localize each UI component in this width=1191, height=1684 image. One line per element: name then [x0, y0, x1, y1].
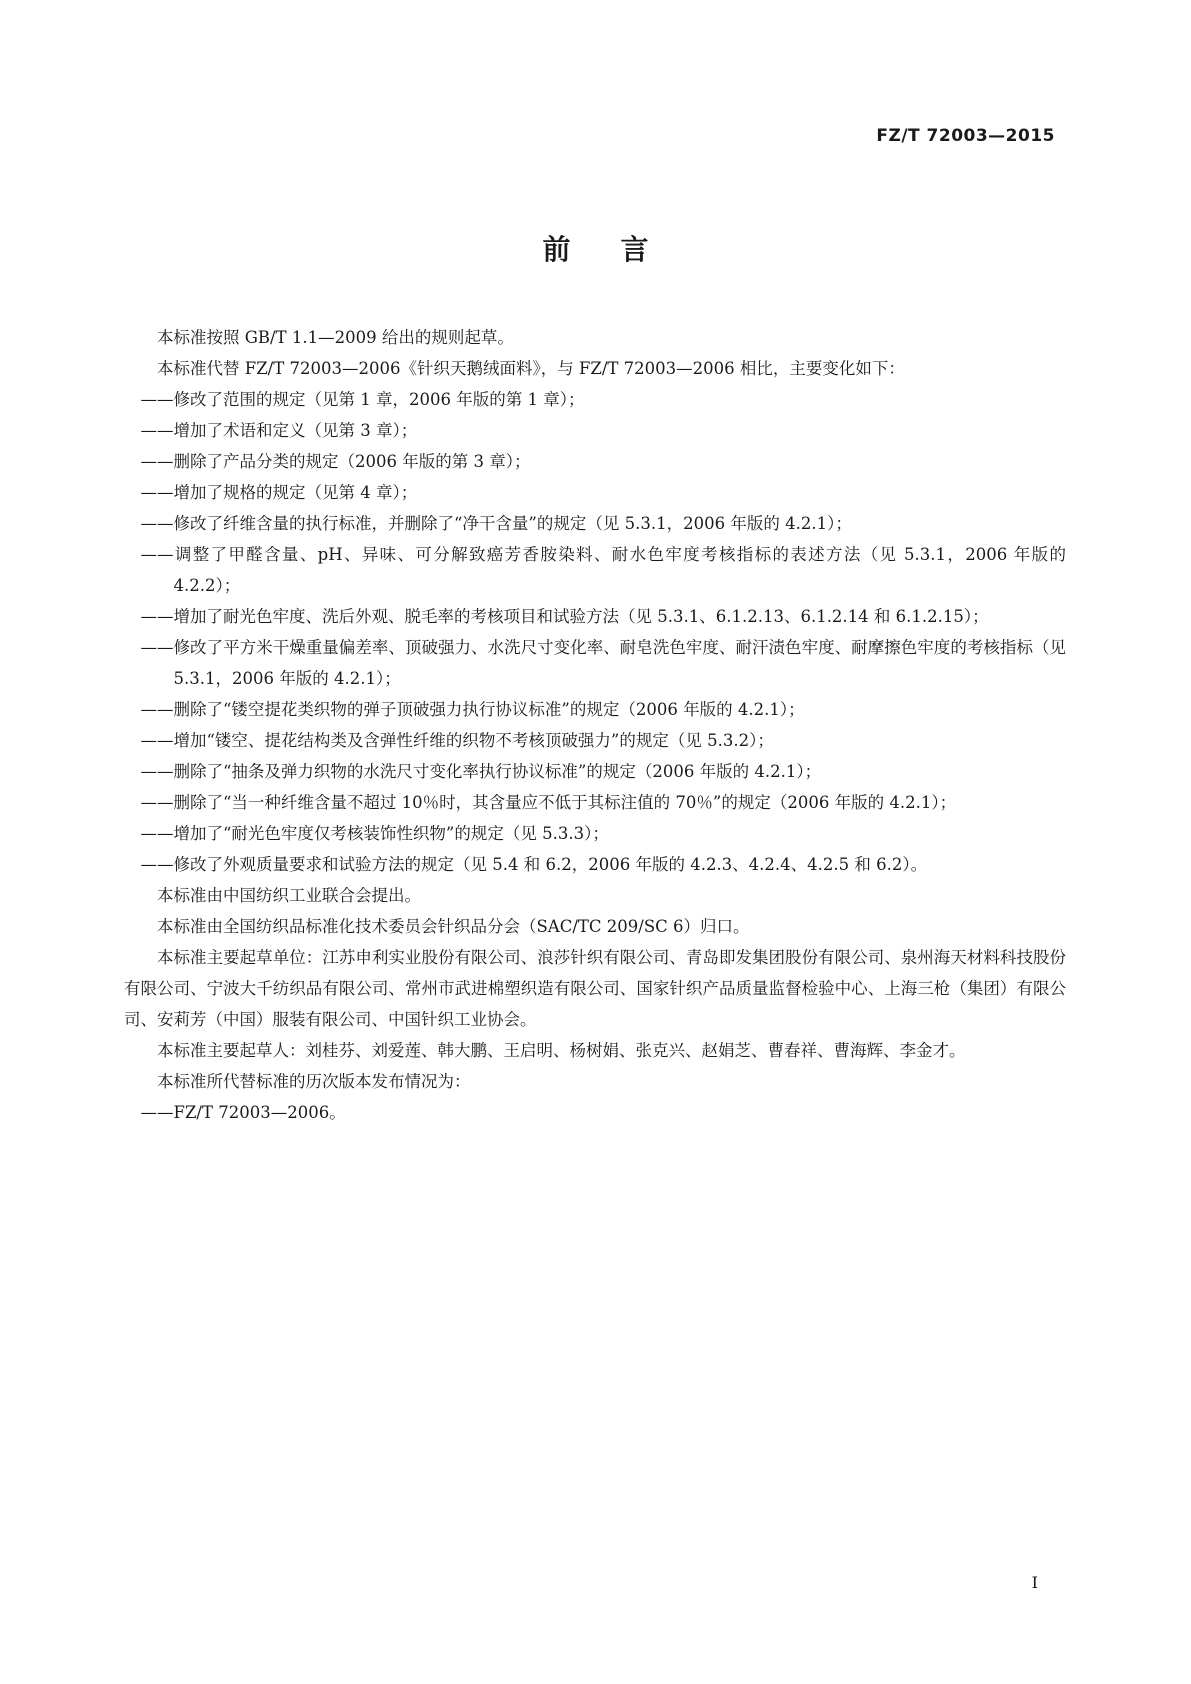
change-item: ——删除了“镂空提花类织物的弹子顶破强力执行协议标准”的规定（2006 年版的 4.2.1）；: [140, 700, 805, 719]
change-item: ——修改了平方米干燥重量偏差率、顶破强力、水洗尺寸变化率、耐皂洗色牢度、耐汗渍色牢度、耐摩擦色牢度的考核指标（见 5.3.1，2006 年版的 4.2.1）；: [140, 638, 1066, 688]
title-char-1: 前: [542, 233, 571, 266]
change-item: ——增加“镂空、提花结构类及含弹性纤维的织物不考核顶破强力”的规定（见 5.3.2）；: [140, 731, 774, 750]
paragraph-committee: 本标准由全国纺织品标准化技术委员会针织品分会（SAC/TC 209/SC 6）归口。: [157, 917, 750, 936]
standard-code: FZ/T 72003—2015: [876, 126, 1055, 146]
page-number: I: [1031, 1573, 1038, 1592]
paragraph-history-intro: 本标准所代替标准的历次版本发布情况为：: [157, 1072, 471, 1091]
change-item: ——删除了“抽条及弹力织物的水洗尺寸变化率执行协议标准”的规定（2006 年版的 4.2.1）；: [140, 762, 822, 781]
change-item: ——修改了纤维含量的执行标准，并删除了“净干含量”的规定（见 5.3.1，2006 年版的 4.2.1）；: [140, 514, 852, 533]
title-char-2: 言: [620, 233, 649, 266]
paragraph-drafters: 本标准主要起草人：刘桂芬、刘爱莲、韩大鹏、王启明、杨树娟、张克兴、赵娟芝、曹春祥、曹海辉、李金才。: [157, 1041, 966, 1060]
change-item: ——增加了术语和定义（见第 3 章）；: [140, 421, 418, 440]
paragraph-replacement: 本标准代替 FZ/T 72003—2006《针织天鹅绒面料》，与 FZ/T 72003—2006 相比，主要变化如下：: [157, 359, 905, 378]
change-item: ——增加了耐光色牢度、洗后外观、脱毛率的考核项目和试验方法（见 5.3.1、6.1.2.13、6.1.2.14 和 6.1.2.15）；: [140, 607, 989, 626]
change-item: ——调整了甲醛含量、pH、异味、可分解致癌芳香胺染料、耐水色牢度考核指标的表述方法（见 5.3.1，2006 年版的 4.2.2）；: [140, 545, 1066, 595]
history-item: ——FZ/T 72003—2006。: [140, 1103, 346, 1122]
change-item: ——删除了“当一种纤维含量不超过 10％时，其含量应不低于其标注值的 70％”的规定（2006 年版的 4.2.1）；: [140, 793, 957, 812]
foreword-body: [124, 322, 1066, 1128]
page-title: [0, 228, 1191, 268]
change-item: ——删除了产品分类的规定（2006 年版的第 3 章）；: [140, 452, 531, 471]
paragraph-drafting-units: 本标准主要起草单位：江苏申利实业股份有限公司、浪莎针织有限公司、青岛即发集团股份有限公司、泉州海天材料科技股份有限公司、宁波大千纺织品有限公司、常州市武进棉塑织造有限公司、国家针织产品质量监督检验中心、上海三枪（集团）有限公司、安莉芳（中国）服装有限公司、中国针织工业协会。: [124, 948, 1066, 1029]
change-item: ——修改了范围的规定（见第 1 章，2006 年版的第 1 章）；: [140, 390, 585, 409]
paragraph-proposer: 本标准由中国纺织工业联合会提出。: [157, 886, 421, 905]
change-item: ——增加了“耐光色牢度仅考核装饰性织物”的规定（见 5.3.3）；: [140, 824, 609, 843]
paragraph-drafting-rules: 本标准按照 GB/T 1.1—2009 给出的规则起草。: [157, 328, 514, 347]
change-item: ——增加了规格的规定（见第 4 章）；: [140, 483, 418, 502]
change-item: ——修改了外观质量要求和试验方法的规定（见 5.4 和 6.2，2006 年版的 4.2.3、4.2.4、4.2.5 和 6.2）。: [140, 855, 928, 874]
